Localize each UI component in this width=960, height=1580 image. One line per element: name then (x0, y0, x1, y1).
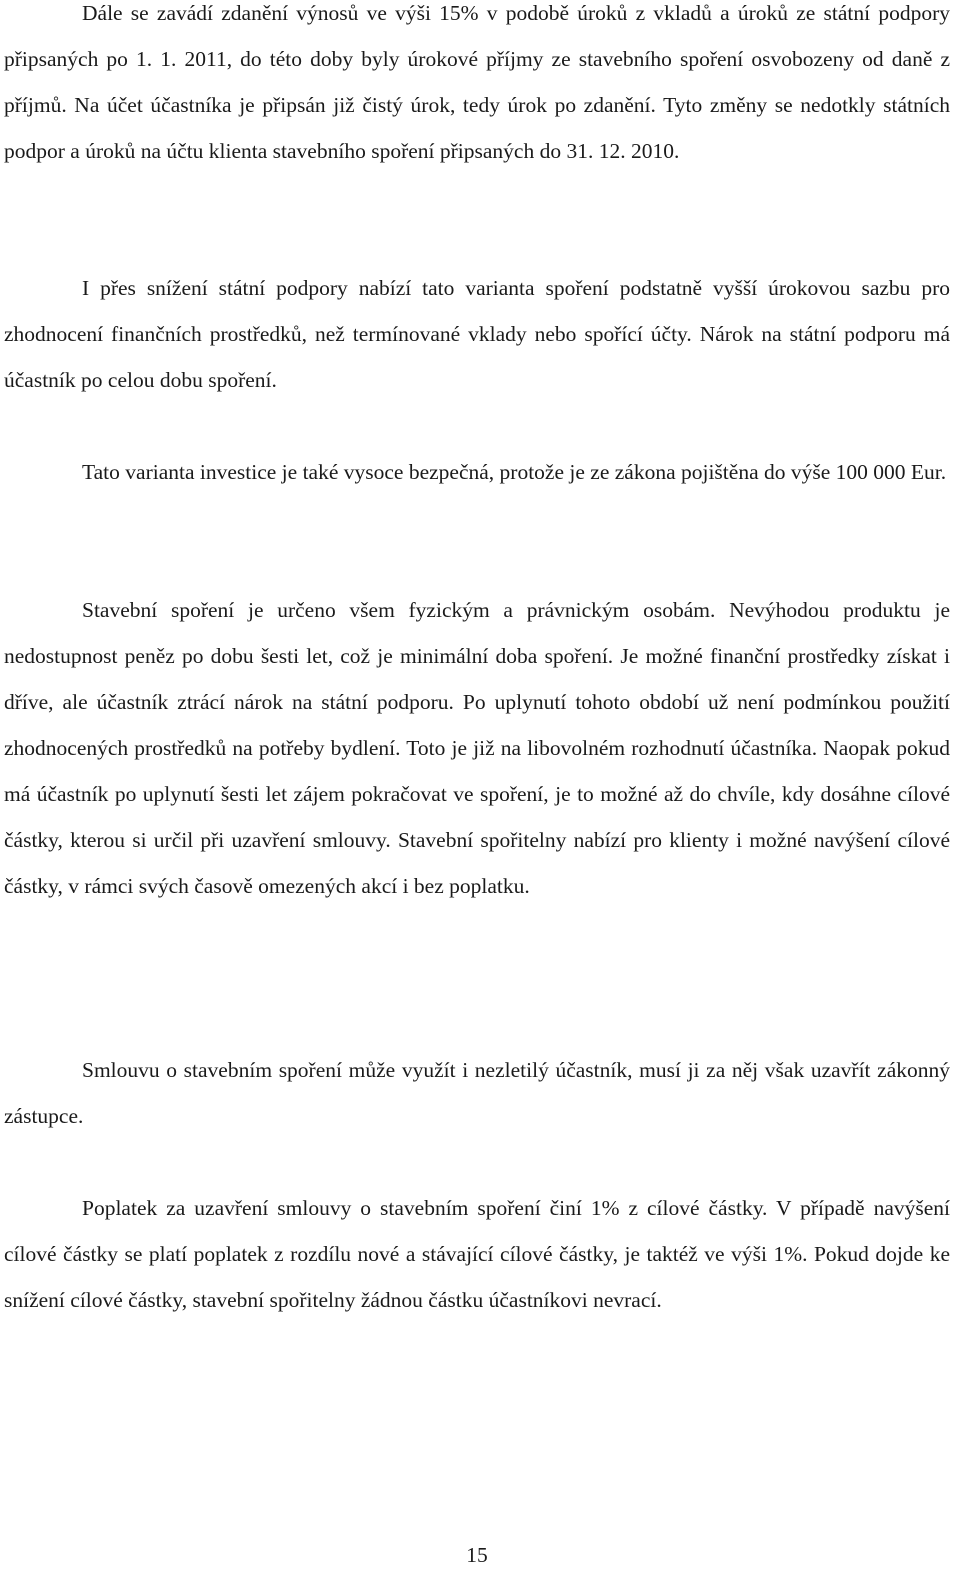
page-number: 15 (466, 1543, 488, 1567)
paragraph-fees: Poplatek za uzavření smlouvy o stavebním spoření činí 1% z cílové částky. V případě navýšení cílové částky se platí poplatek z rozdílu nové a stávající cílové částky, je taktéž ve výši 1%. Pokud dojde ke snížení cílové částky, stavební spořitelny žádnou částku účastníkovi nevrací. (4, 1196, 950, 1312)
paragraph-interest-rate-advantage: I přes snížení státní podpory nabízí tato varianta spoření podstatně vyšší úrokovou sazbu pro zhodnocení finančních prostředků, než termínované vklady nebo spořící účty. Nárok na státní podporu má účastník po celou dobu spoření. (4, 276, 950, 392)
document-page (4, 0, 950, 1580)
paragraph-eligibility-and-terms: Stavební spoření je určeno všem fyzickým a právnickým osobám. Nevýhodou produktu je nedostupnost peněz po dobu šesti let, což je minimální doba spoření. Je možné finanční prostředky získat i dříve, ale účastník ztrácí nárok na státní podporu. Po uplynutí tohoto období už není podmínkou použití zhodnocených prostředků na potřeby bydlení. Toto je již na libovolném rozhodnutí účastníka. Naopak pokud má účastník po uplynutí šesti let zájem pokračovat ve spoření, je to možné až do chvíle, kdy dosáhne cílové částky, kterou si určil při uzavření smlouvy. Stavební spořitelny nabízí pro klienty i možné navýšení cílové částky, v rámci svých časově omezených akcí i bez poplatku. (4, 598, 950, 898)
paragraph-minors: Smlouvu o stavebním spoření může využít i nezletilý účastník, musí ji za něj však uzavřít zákonný zástupce. (4, 1058, 950, 1128)
paragraph-insurance: Tato varianta investice je také vysoce bezpečná, protože je ze zákona pojištěna do výše 100 000 Eur. (82, 460, 947, 484)
paragraph-tax-on-interest: Dále se zavádí zdanění výnosů ve výši 15% v podobě úroků z vkladů a úroků ze státní podpory připsaných po 1. 1. 2011, do této doby byly úrokové příjmy ze stavebního spoření osvobozeny od daně z příjmů. Na účet účastníka je připsán již čistý úrok, tedy úrok po zdanění. Tyto změny se nedotkly státních podpor a úroků na účtu klienta stavebního spoření připsaných do 31. 12. 2010. (4, 1, 950, 163)
